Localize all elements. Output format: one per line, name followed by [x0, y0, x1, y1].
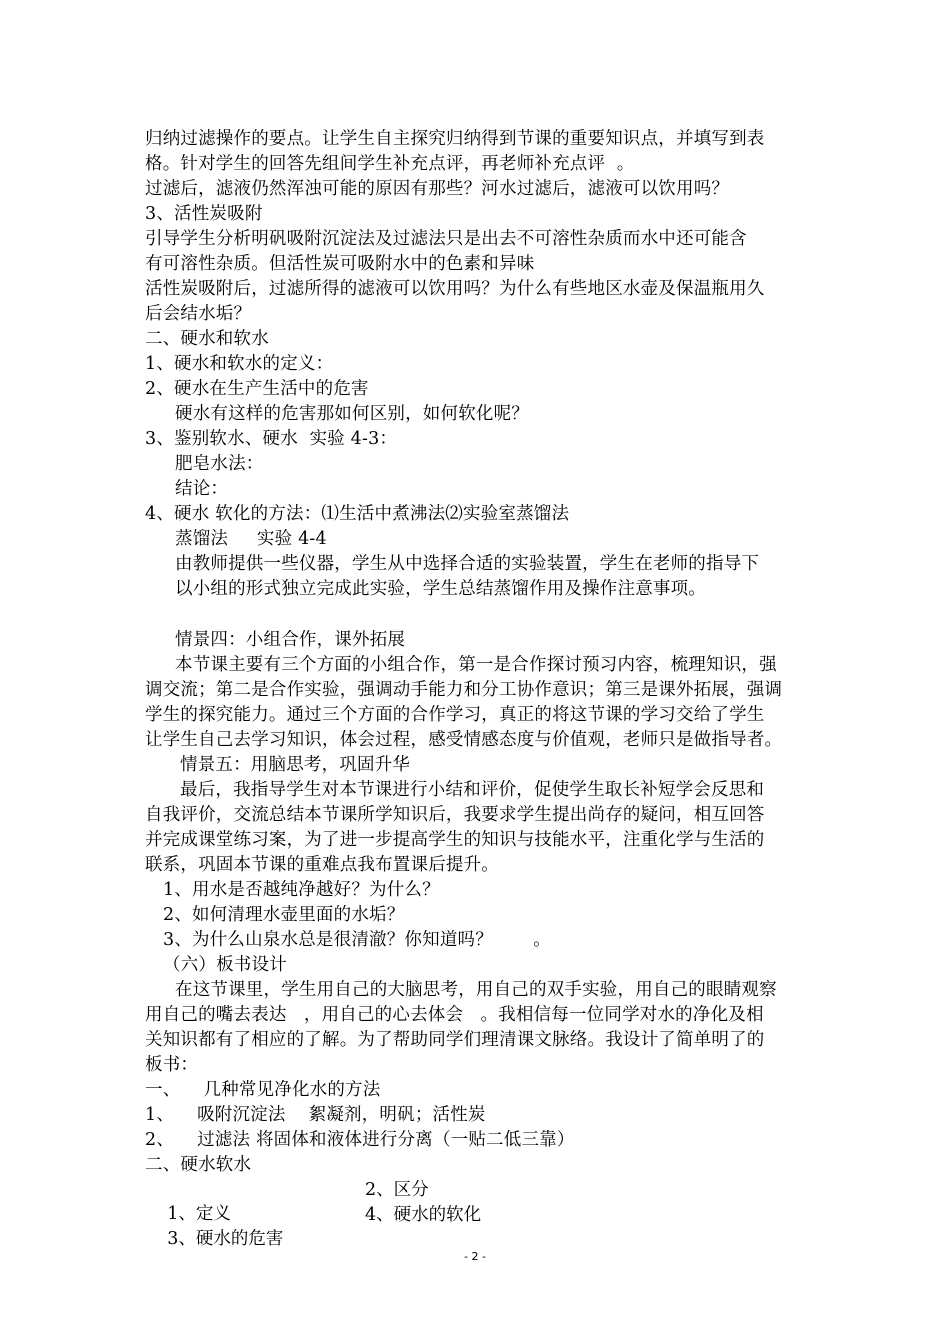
section-heading: 二、硬水和软水 [145, 329, 269, 349]
text-line: 引导学生分析明矾吸附沉淀法及过滤法只是出去不可溶性杂质而水中还可能含 [145, 229, 747, 249]
section-heading: 二、硬水软水 [145, 1155, 252, 1175]
text-line: 最后，我指导学生对本节课进行小结和评价，促使学生取长补短学会反思和 [180, 780, 765, 800]
list-item: 1、用水是否越纯净越好？为什么？ [163, 880, 440, 900]
text-line: 板书： [145, 1055, 199, 1075]
text-line: 肥皂水法： [175, 454, 264, 474]
table-cell: 3、硬水的危害 [167, 1229, 284, 1249]
text-line: 2、硬水在生产生活中的危害 [145, 379, 369, 399]
text-line: 以小组的形式独立完成此实验，学生总结蒸馏作用及操作注意事项。 [175, 579, 706, 599]
text-line: 过滤后，滤液仍然浑浊可能的原因有那些？河水过滤后，滤液可以饮用吗？ [145, 179, 730, 199]
text-line: 用自己的嘴去表达 ，用自己的心去体会 。我相信每一位同学对水的净化及相 [145, 1005, 764, 1025]
list-item: 2、如何清理水壶里面的水垢？ [163, 905, 405, 925]
text-line: 让学生自己去学习知识，体会过程，感受情感态度与价值观，老师只是做指导者。 [145, 730, 783, 750]
text-line: 调交流；第二是合作实验，强调动手能力和分工协作意识；第三是课外拓展，强调 [145, 680, 783, 700]
table-cell: 1、定义 [167, 1204, 231, 1224]
text-line: 本节课主要有三个方面的小组合作，第一是合作探讨预习内容，梳理知识，强 [175, 655, 777, 675]
list-item: 3、为什么山泉水总是很清澈？你知道吗？ 。 [163, 930, 551, 950]
text-line: 关知识都有了相应的了解。为了帮助同学们理清课文脉络。我设计了简单明了的 [145, 1030, 765, 1050]
section-heading: （六）板书设计 [163, 955, 287, 975]
text-line: 3、鉴别软水、硬水 实验 4-3： [145, 429, 398, 449]
text-line: 有可溶性杂质。但活性炭可吸附水中的色素和异味 [145, 254, 535, 274]
section-heading: 一、 几种常见净化水的方法 [145, 1080, 381, 1100]
text-line: 活性炭吸附后，过滤所得的滤液可以饮用吗？为什么有些地区水壶及保温瓶用久 [145, 279, 765, 299]
text-line: 1、硬水和软水的定义： [145, 354, 334, 374]
list-item: 2、 过滤法 将固体和液体进行分离（一贴二低三靠） [145, 1130, 575, 1150]
page-number: - 2 - [464, 1250, 486, 1263]
text-line: 后会结水垢？ [145, 304, 252, 324]
section-heading: 情景五：用脑思考，巩固升华 [180, 755, 411, 775]
text-line: 格。针对学生的回答先组间学生补充点评，再老师补充点评 。 [145, 154, 635, 174]
text-line: 并完成课堂练习案，为了进一步提高学生的知识与技能水平，注重化学与生活的 [145, 830, 765, 850]
text-line: 归纳过滤操作的要点。让学生自主探究归纳得到节课的重要知识点，并填写到表 [145, 129, 765, 149]
text-line: 联系，巩固本节课的重难点我布置课后提升。 [145, 855, 499, 875]
table-cell: 2、区分 [365, 1180, 429, 1200]
text-line: 4、硬水 软化的方法：⑴生活中煮沸法⑵实验室蒸馏法 [145, 504, 570, 524]
text-line: 蒸馏法 实验 4-4 [175, 529, 327, 549]
text-line: 结论： [175, 479, 229, 499]
text-line: 在这节课里，学生用自己的大脑思考，用自己的双手实验，用自己的眼睛观察 [175, 980, 777, 1000]
text-line: 自我评价，交流总结本节课所学知识后，我要求学生提出尚存的疑问，相互回答 [145, 805, 765, 825]
list-item: 1、 吸附沉淀法 絮凝剂，明矾；活性炭 [145, 1105, 486, 1125]
table-cell: 4、硬水的软化 [365, 1205, 482, 1225]
text-line: 3、活性炭吸附 [145, 204, 263, 224]
text-line: 硬水有这样的危害那如何区别，如何软化呢？ [175, 404, 529, 424]
section-heading: 情景四：小组合作，课外拓展 [175, 630, 406, 650]
text-line: 学生的探究能力。通过三个方面的合作学习，真正的将这节课的学习交给了学生 [145, 705, 765, 725]
text-line: 由教师提供一些仪器，学生从中选择合适的实验装置，学生在老师的指导下 [175, 554, 760, 574]
